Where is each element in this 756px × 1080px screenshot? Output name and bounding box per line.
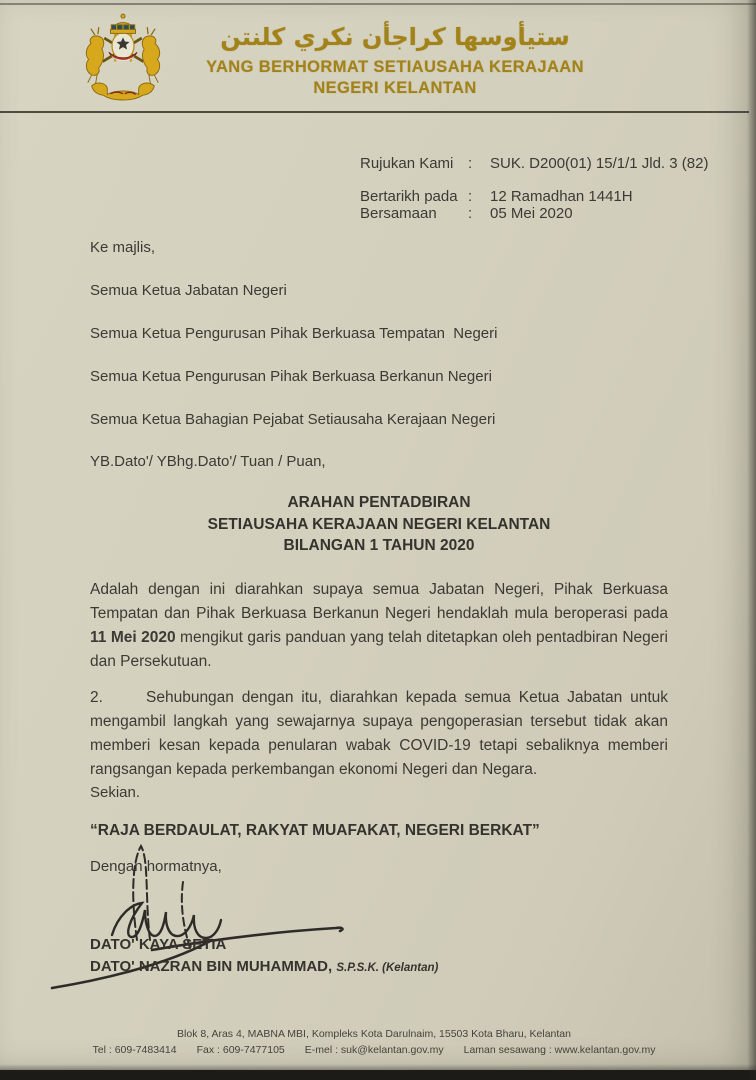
paragraph1-bold-date: 11 Mei 2020 bbox=[90, 629, 176, 646]
deer-left bbox=[86, 27, 103, 83]
date-hijri-colon: : bbox=[468, 188, 473, 205]
subject-heading bbox=[90, 492, 668, 557]
scan-bottom-edge bbox=[0, 1070, 756, 1080]
date-hijri-value: 12 Ramadhan 1441H bbox=[490, 188, 633, 205]
signatory-name: DATO' NAZRAN BIN MUHAMMAD, bbox=[90, 958, 333, 975]
footer-fax: Fax : 609-7477105 bbox=[196, 1044, 285, 1056]
letterhead-divider-rule bbox=[0, 111, 749, 113]
state-motto: “RAJA BERDAULAT, RAKYAT MUAFAKAT, NEGERI BERKAT” bbox=[90, 822, 540, 839]
handwritten-signature bbox=[40, 836, 410, 1006]
footer-address: Blok 8, Aras 4, MABNA MBI, Kompleks Kota Darulnaim, 15503 Kota Bharu, Kelantan bbox=[177, 1028, 571, 1040]
recipient-line: Semua Ketua Pengurusan Pihak Berkuasa Berkanun Negeri bbox=[90, 368, 492, 385]
ribbon bbox=[92, 83, 155, 100]
recipient-line: Semua Ketua Pengurusan Pihak Berkuasa Tempatan Negeri bbox=[90, 325, 498, 342]
recipient-line: Semua Ketua Bahagian Pejabat Setiausaha Kerajaan Negeri bbox=[90, 411, 496, 428]
greeting-line: YB.Dato'/ YBhg.Dato'/ Tuan / Puan, bbox=[90, 453, 326, 470]
date-gregorian-row bbox=[360, 205, 708, 222]
date-gregorian-value: 05 Mei 2020 bbox=[490, 205, 573, 222]
reference-colon: : bbox=[468, 155, 473, 172]
signatory-honorific: S.P.S.K. (Kelantan) bbox=[336, 962, 439, 974]
letterhead bbox=[205, 22, 585, 98]
letterhead-org-line2: NEGERI KELANTAN bbox=[313, 79, 477, 97]
footer-block bbox=[0, 1028, 748, 1056]
subject-line3: BILANGAN 1 TAHUN 2020 bbox=[283, 537, 475, 554]
crown bbox=[110, 14, 135, 33]
scan-right-edge bbox=[747, 0, 756, 1080]
footer-tel: Tel : 609-7483414 bbox=[92, 1044, 177, 1056]
deer-right bbox=[142, 27, 159, 83]
reference-block bbox=[360, 155, 708, 222]
kelantan-crest bbox=[76, 12, 170, 112]
letterhead-jawi-title: ستيأوسها كراجأن نكري كلنتن bbox=[220, 23, 570, 51]
recipients-opening: Ke majlis, bbox=[90, 239, 156, 256]
subject-line1: ARAHAN PENTADBIRAN bbox=[287, 494, 471, 511]
body-paragraph-1 bbox=[90, 578, 668, 674]
recipient-line: Semua Ketua Jabatan Negeri bbox=[90, 282, 287, 299]
date-gregorian-label: Bersamaan bbox=[360, 205, 437, 222]
footer-email: E-mel : suk@kelantan.gov.my bbox=[304, 1044, 444, 1056]
body-paragraph-2 bbox=[90, 686, 668, 782]
signatory-name-line bbox=[90, 958, 438, 975]
subject-line2: SETIAUSAHA KERAJAAN NEGERI KELANTAN bbox=[207, 515, 551, 533]
date-gregorian-colon: : bbox=[468, 205, 473, 222]
footer-contact-line bbox=[0, 1044, 748, 1056]
reference-label: Rujukan Kami bbox=[360, 155, 454, 172]
reference-number-row bbox=[360, 155, 708, 172]
date-hijri-row bbox=[360, 188, 708, 205]
paragraph2-number: 2. bbox=[90, 689, 103, 706]
paragraph1-text-end: mengikut garis panduan yang telah ditetapkan oleh pentadbiran Negeri dan Persekutuan. bbox=[90, 629, 668, 670]
paragraph1-text-start: Adalah dengan ini diarahkan supaya semua Jabatan Negeri, Pihak Berkuasa Tempatan dan Pihak Berkuasa Berkanun Negeri hendaklah mula beroperasi pada bbox=[90, 581, 668, 622]
date-hijri-label: Bertarikh pada bbox=[360, 188, 458, 205]
scan-top-edge bbox=[0, 3, 756, 5]
sign-off-line: Dengan hormatnya, bbox=[90, 858, 222, 875]
paragraph2-text: Sehubungan dengan itu, diarahkan kepada semua Ketua Jabatan untuk mengambil langkah yang sewajarnya supaya pengoperasian tersebut tidak akan memberi kesan kepada penularan wabak COVID-19 tetapi sebaliknya memberi rangsangan kepada perkembangan ekonomi Negeri dan Negara. bbox=[90, 689, 668, 778]
closing-word: Sekian. bbox=[90, 784, 141, 801]
signatory-title: DATO' KAYA SETIA bbox=[90, 936, 227, 953]
footer-website: Laman sesawang : www.kelantan.gov.my bbox=[463, 1044, 656, 1056]
reference-value: SUK. D200(01) 15/1/1 Jld. 3 (82) bbox=[490, 155, 709, 172]
letterhead-org-line1: YANG BERHORMAT SETIAUSAHA KERAJAAN bbox=[206, 58, 584, 76]
